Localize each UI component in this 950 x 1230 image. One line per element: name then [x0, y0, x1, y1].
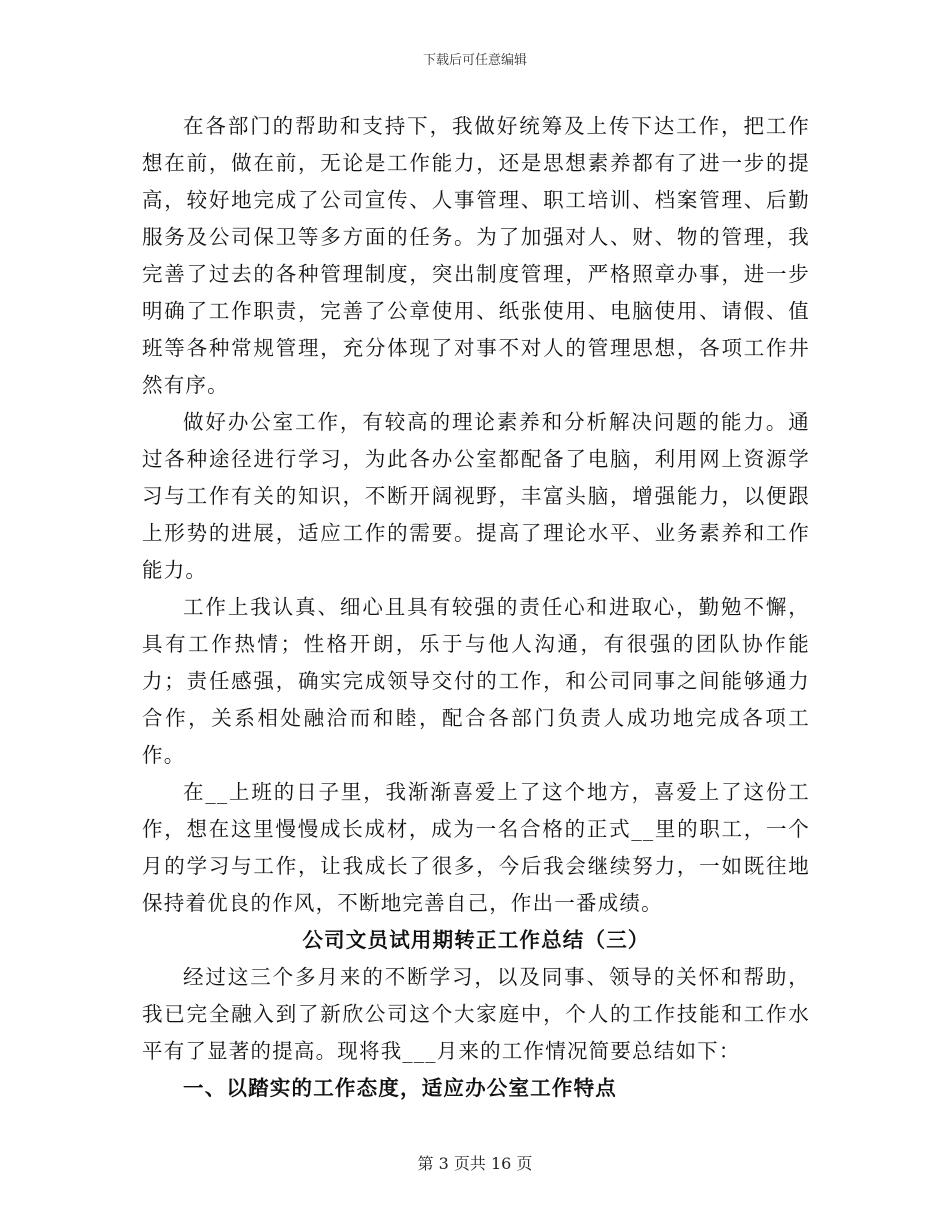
page-number: 第 3 页共 16 页 [417, 1154, 533, 1173]
paragraph-work-attitude: 工作上我认真、细心且具有较强的责任心和进取心，勤勉不懈，具有工作热情；性格开朗，乐于与他人沟通，有很强的团队协作能力；责任感强，确实完成领导交付的工作，和公司同事之间能够通力合作，关系相处融洽而和睦，配合各部门负责人成功地完成各项工作。 [142, 595, 810, 767]
subheading-1: 一、以踏实的工作态度，适应办公室工作特点 [183, 1076, 617, 1100]
section-intro-paragraph: 经过这三个多月来的不断学习，以及同事、领导的关怀和帮助，我已完全融入到了新欣公司这个大家庭中，个人的工作技能和工作水平有了显著的提高。现将我___月来的工作情况简要总结如下： [142, 965, 810, 1063]
page-header: 下载后可任意编辑 [422, 53, 527, 68]
paragraph-management-work: 在各部门的帮助和支持下，我做好统筹及上传下达工作，把工作想在前，做在前，无论是工作能力，还是思想素养都有了进一步的提高，较好地完成了公司宣传、人事管理、职工培训、档案管理、后勤服务及公司保卫等多方面的任务。为了加强对人、财、物的管理，我完善了过去的各种管理制度，突出制度管理，严格照章办事，进一步明确了工作职责，完善了公章使用、纸张使用、电脑使用、请假、值班等各种常规管理，充分体现了对事不对人的管理思想，各项工作井然有序。 [142, 114, 810, 397]
paragraph-office-work: 做好办公室工作，有较高的理论素养和分析解决问题的能力。通过各种途径进行学习，为此各办公室都配备了电脑，利用网上资源学习与工作有关的知识，不断开阔视野，丰富头脑，增强能力，以便跟上形势的进展，适应工作的需要。提高了理论水平、业务素养和工作能力。 [142, 410, 810, 582]
section-title: 公司文员试用期转正工作总结（三） [302, 928, 650, 952]
document-body [142, 108, 810, 1107]
paragraph-conclusion: 在__上班的日子里，我渐渐喜爱上了这个地方，喜爱上了这份工作，想在这里慢慢成长成材，成为一名合格的正式__里的职工，一个月的学习与工作，让我成长了很多，今后我会继续努力，一如既往地保持着优良的作风，不断地完善自己，作出一番成绩。 [142, 780, 810, 915]
